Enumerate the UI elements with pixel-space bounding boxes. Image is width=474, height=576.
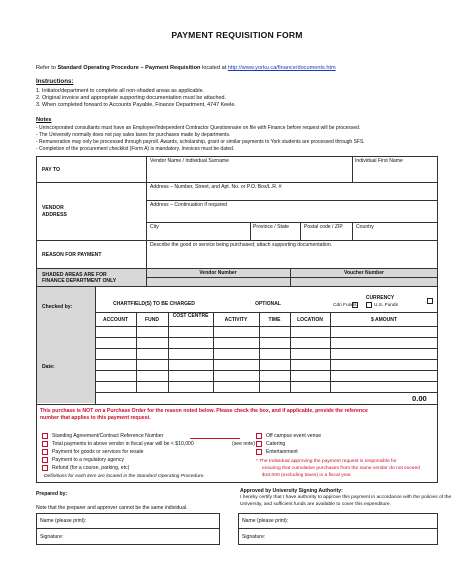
rule [352, 156, 353, 182]
rule [146, 222, 438, 223]
po-notice-line: This purchase is NOT on a Purchase Order for the reason noted below. Please check the box, and if applicable, provide the reference [40, 408, 368, 414]
approver-signature-label: Signature: [242, 534, 266, 540]
resale-label: Payment for goods or services for resale [52, 449, 144, 455]
location-header: LOCATION [297, 317, 323, 323]
approver-name-field[interactable] [300, 515, 436, 527]
documents-link[interactable]: http://www.yorku.ca/finance/documents.htm [227, 65, 336, 71]
shaded-label-line: SHADED AREAS ARE FOR [42, 272, 107, 278]
approved-by-label: Approved by University Signing Authority: [240, 488, 343, 494]
shaded-label-line: FINANCE DEPARTMENT ONLY [42, 278, 117, 285]
coding-row[interactable] [96, 338, 437, 348]
preparer-name-field[interactable] [96, 515, 218, 527]
entertainment-checkbox[interactable] [256, 449, 262, 455]
date-label: Date: [42, 364, 55, 370]
rule [36, 528, 220, 529]
rule [146, 156, 147, 286]
coding-row[interactable] [96, 327, 437, 337]
rule [36, 482, 438, 483]
optional-header: OPTIONAL [255, 301, 281, 307]
under-10k-checkbox[interactable] [42, 441, 48, 447]
rule [238, 544, 438, 545]
province-header: Province / State [253, 224, 289, 230]
notes-list [36, 125, 365, 153]
rule [238, 513, 438, 514]
rule [36, 544, 220, 545]
standing-agreement-label: Standing Agreement/Contract Reference Number [52, 433, 164, 439]
ref-procedure: Standard Operating Procedure – Payment Requisition [57, 65, 201, 71]
rule [146, 200, 438, 201]
off-campus-venue-checkbox[interactable] [256, 433, 262, 439]
ref-prefix: Refer to [36, 65, 58, 71]
fund-header: FUND [145, 317, 159, 323]
rule [36, 513, 37, 544]
preparer-signature-field[interactable] [96, 530, 218, 543]
coding-row[interactable] [96, 371, 437, 381]
rule [300, 222, 301, 240]
rule [36, 286, 438, 287]
reason-field[interactable] [148, 249, 436, 266]
city-field[interactable] [148, 230, 248, 239]
under-10k-label: Total payments to above vendor in fiscal year will be < $10,000 [52, 441, 194, 447]
prepared-note: Note that the preparer and approver cannot be the same individual. [36, 505, 188, 511]
regulatory-agency-checkbox[interactable] [42, 457, 48, 463]
account-header: ACCOUNT [103, 317, 128, 323]
regulatory-agency-label: Payment to a regulatory agency [52, 457, 124, 463]
first-name-header: Individual First Name [355, 158, 403, 164]
vendor-number-header: Vendor Number [199, 270, 237, 276]
cost-centre-header: COST CENTRE [172, 313, 209, 319]
address-field[interactable] [148, 190, 436, 199]
instruction-item: 1. Initiator/department to complete all non-shaded areas as applicable. [36, 88, 205, 94]
country-header: Country [356, 224, 374, 230]
preparer-name-label: Name (please print): [40, 518, 87, 524]
approver-note-line: * The Individual approving the payment request is responsible for [256, 459, 397, 464]
voucher-number-header: Voucher Number [344, 270, 384, 276]
po-notice-line: number that applies to this payment request. [40, 415, 151, 421]
note-item: - Remuneration may only be processed through payroll. Awards, scholarship, grant or similar payments to York students are processed through SFS. [36, 139, 365, 146]
refund-label: Refund (for a course, parking, etc) [52, 465, 130, 471]
catering-label: Catering [266, 441, 286, 447]
instructions-list [36, 88, 236, 109]
coding-row[interactable] [96, 382, 437, 392]
address-header: Address – Number, Street, and Apt. No. or P.O. Box/L.R. # [150, 184, 282, 190]
us-funds-label: U.S. Funds [374, 303, 398, 308]
coding-row[interactable] [96, 360, 437, 370]
time-header: TIME [268, 317, 281, 323]
currency-header: CURRENCY [365, 295, 395, 301]
form-title: PAYMENT REQUISITION FORM [171, 30, 303, 40]
province-field[interactable] [252, 230, 298, 239]
rule [250, 222, 251, 240]
resale-checkbox[interactable] [42, 449, 48, 455]
rule [437, 513, 438, 544]
rule [36, 513, 220, 514]
notes-heading: Notes [36, 117, 52, 123]
rule [95, 312, 438, 313]
vendor-address-label: VENDOR ADDRESS [42, 205, 67, 218]
note-item: - The University normally does not pay sales taxes for purchases made by departments. [36, 132, 231, 139]
rule [36, 240, 438, 241]
standing-agreement-checkbox[interactable] [42, 433, 48, 439]
prepared-by-label: Prepared by: [36, 491, 68, 497]
address-continuation-field[interactable] [148, 208, 436, 220]
first-name-field[interactable] [354, 165, 436, 180]
reference-number-line[interactable] [190, 438, 240, 439]
vendor-name-header: Vendor Name / Individual Surname [150, 158, 229, 164]
approver-name-label: Name (please print): [242, 518, 289, 524]
preparer-signature-label: Signature: [40, 534, 64, 540]
rule [36, 404, 438, 405]
off-campus-venue-label: Off campus event venue [266, 433, 322, 439]
approver-signature-field[interactable] [300, 530, 436, 543]
reason-label: REASON FOR PAYMENT [42, 252, 102, 258]
activity-header: ACTIVITY [224, 317, 248, 323]
certify-line: University, and sufficient funds are available to cover this expenditure. [240, 502, 391, 507]
approver-note-line: $10,000 (excluding taxes) in a fiscal year. [262, 473, 352, 478]
reference-line [36, 65, 336, 72]
amount-header: $ AMOUNT [371, 317, 397, 323]
definitions-note: Definitions for each item are located in the Standard Operating Procedure. [44, 474, 205, 479]
note-item: - Completion of the procurement checklist (Form A) is mandatory. Invoices must be dated. [36, 146, 235, 153]
rule [238, 528, 438, 529]
total-amount: 0.00 [412, 394, 427, 403]
chartfields-header: CHARTFIELD(S) TO BE CHARGED [113, 301, 195, 307]
coding-row[interactable] [96, 349, 437, 359]
see-note-label: (see note) [232, 441, 255, 447]
approver-note-line: ensuring that cumulative purchases from the same vendor do not exceed [262, 466, 420, 471]
reason-hint: Describe the good or service being purchased; attach supporting documentation. [150, 242, 333, 248]
catering-checkbox[interactable] [256, 441, 262, 447]
note-item: - Unincorporated consultants must have an Employee/Independent Contractor Questionnaire on file with Finance before request will be processed. [36, 125, 361, 131]
checked-by-label: Checked by: [42, 304, 73, 310]
rule [146, 277, 438, 278]
us-funds-checkbox[interactable] [366, 302, 372, 308]
refund-checkbox[interactable] [42, 465, 48, 471]
cdn-funds-label: Cdn Funds [333, 303, 357, 308]
rule [238, 513, 239, 544]
rule [219, 513, 220, 544]
country-field[interactable] [354, 230, 436, 239]
rule [36, 156, 438, 157]
rule [352, 222, 353, 240]
entertainment-label: Entertainment [266, 449, 298, 455]
rule [36, 182, 438, 183]
city-header: City [150, 224, 159, 230]
instruction-item: 3. When completed forward to Accounts Payable, Finance Department, 4747 Keele. [36, 102, 236, 109]
postal-header: Postal code / ZIP [304, 224, 343, 230]
shaded-areas-label [42, 272, 116, 285]
ref-mid: located at [200, 65, 228, 71]
pay-to-label: PAY TO [42, 167, 60, 173]
certify-line: I hereby certify that I have authority to approve this payment in accordance with the policies of the [240, 495, 452, 500]
instruction-item: 2. Original invoice and appropriate supporting documentation must be attached. [36, 95, 226, 102]
rule [36, 404, 37, 482]
vendor-name-field[interactable] [148, 165, 350, 180]
instructions-heading: Instructions: [36, 78, 74, 85]
rule [95, 392, 438, 393]
address-continuation-header: Address – Continuation if required [150, 202, 228, 208]
approver-note-text: The Individual approving the payment request is responsible for [259, 459, 397, 464]
postal-field[interactable] [302, 230, 350, 239]
currency-checkbox[interactable] [427, 298, 433, 304]
rule [437, 404, 438, 482]
